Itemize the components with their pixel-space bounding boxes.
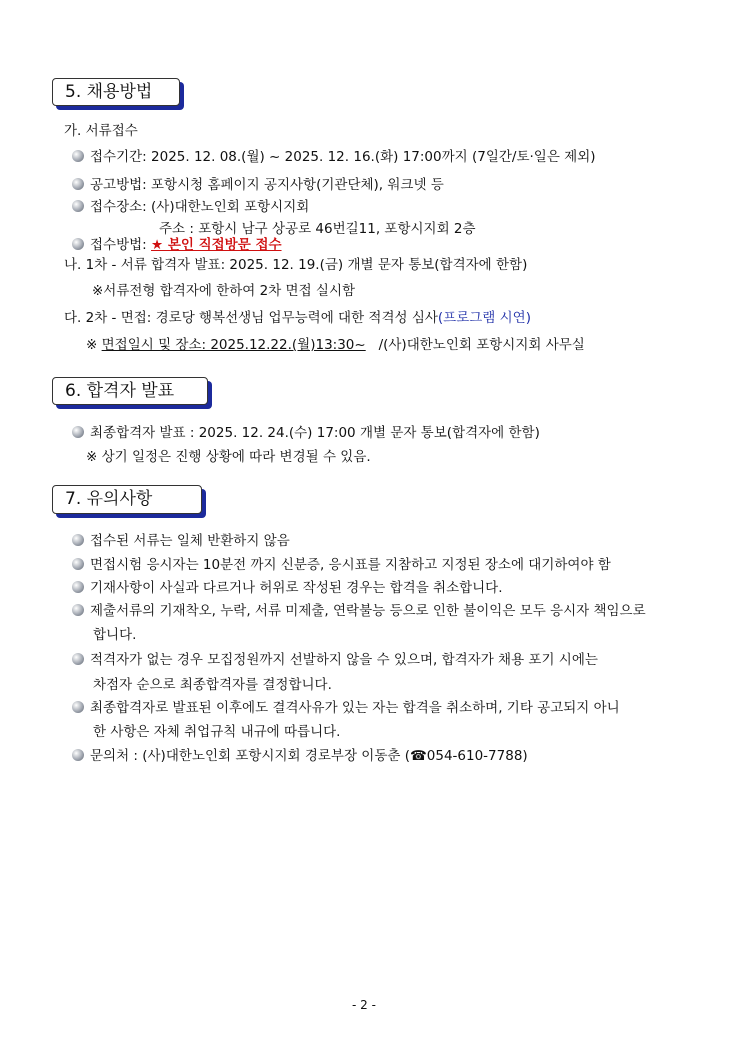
section-7-heading: 7. 유의사항 xyxy=(52,485,202,514)
notice-item-cont: 차점자 순으로 최종합격자를 결정합니다. xyxy=(93,677,332,693)
section-6-heading: 6. 합격자 발표 xyxy=(52,377,208,405)
bullet-icon xyxy=(72,581,84,593)
label: 접수장소: xyxy=(90,199,147,215)
bullet-icon xyxy=(72,150,84,162)
page-number: - 2 - xyxy=(352,998,376,1012)
method-line xyxy=(72,236,282,254)
bullet-icon xyxy=(72,604,84,616)
text: 기재사항이 사실과 다르거나 허위로 작성된 경우는 합격을 취소합니다. xyxy=(90,580,503,596)
label: 접수방법: xyxy=(90,237,147,253)
schedule-note: ※ 상기 일정은 진행 상황에 따라 변경될 수 있음. xyxy=(86,449,371,465)
notice-item xyxy=(72,602,646,620)
value: 2025. 12. 08.(월) ~ 2025. 12. 16.(화) 17:00까지 (7일간/토·일은 제외) xyxy=(151,149,596,165)
subsection-c-note xyxy=(86,336,585,354)
subsection-b-note: ※서류전형 합격자에 한하여 2차 면접 실시함 xyxy=(92,283,356,299)
text: 문의처 : (사)대한노인회 포항시지회 경로부장 이동춘 (☎054-610-7788) xyxy=(90,748,528,764)
period-line xyxy=(72,148,596,166)
bullet-icon xyxy=(72,238,84,250)
bullet-icon xyxy=(72,558,84,570)
notice-item xyxy=(72,532,290,550)
schedule: 면접일시 및 장소: 2025.12.22.(월)13:30~ xyxy=(101,337,366,353)
text: 최종합격자로 발표된 이후에도 결격사유가 있는 자는 합격을 취소하며, 기타 공고되지 아니 xyxy=(90,700,620,716)
place-line xyxy=(72,198,309,216)
place: /(사)대한노인회 포항시지회 사무실 xyxy=(378,337,585,353)
text: 다. 2차 - 면접: 경로당 행복선생님 업무능력에 대한 적격성 심사 xyxy=(64,310,438,326)
notice-line xyxy=(72,176,444,194)
blue-text: (프로그램 시연) xyxy=(437,310,531,326)
final-announce-line xyxy=(72,424,540,442)
subsection-b: 나. 1차 - 서류 합격자 발표: 2025. 12. 19.(금) 개별 문자 통보(합격자에 한함) xyxy=(64,257,528,273)
notice-item xyxy=(72,699,620,717)
value: ★ 본인 직접방문 접수 xyxy=(151,237,282,253)
bullet-icon xyxy=(72,653,84,665)
text: 적격자가 없는 경우 모집정원까지 선발하지 않을 수 있으며, 합격자가 채용 포기 시에는 xyxy=(90,652,598,668)
address-line: 주소 : 포항시 남구 상공로 46번길11, 포항시지회 2층 xyxy=(159,221,476,237)
notice-item xyxy=(72,556,611,574)
bullet-icon xyxy=(72,749,84,761)
value: 최종합격자 발표 : 2025. 12. 24.(수) 17:00 개별 문자 통보(합격자에 한함) xyxy=(90,425,540,441)
notice-item-cont: 한 사항은 자체 취업규칙 내규에 따릅니다. xyxy=(93,724,341,740)
label: 접수기간: xyxy=(90,149,147,165)
bullet-icon xyxy=(72,200,84,212)
notice-item xyxy=(72,651,598,669)
value: 포항시청 홈페이지 공지사항(기관단체), 워크넷 등 xyxy=(151,177,444,193)
notice-item xyxy=(72,579,503,597)
subsection-a: 가. 서류접수 xyxy=(64,123,138,139)
bullet-icon xyxy=(72,534,84,546)
subsection-c xyxy=(64,309,531,327)
text: 접수된 서류는 일체 반환하지 않음 xyxy=(90,533,290,549)
mark: ※ xyxy=(86,337,98,353)
label: 공고방법: xyxy=(90,177,147,193)
notice-item-cont: 합니다. xyxy=(93,627,137,643)
bullet-icon xyxy=(72,426,84,438)
bullet-icon xyxy=(72,178,84,190)
text: 제출서류의 기재착오, 누락, 서류 미제출, 연락불능 등으로 인한 불이익은 모두 응시자 책임으로 xyxy=(90,603,646,619)
section-5-heading: 5. 채용방법 xyxy=(52,78,180,106)
bullet-icon xyxy=(72,701,84,713)
value: (사)대한노인회 포항시지회 xyxy=(151,199,310,215)
contact-item xyxy=(72,747,528,765)
text: 면접시험 응시자는 10분전 까지 신분증, 응시표를 지참하고 지정된 장소에 대기하여야 함 xyxy=(90,557,611,573)
